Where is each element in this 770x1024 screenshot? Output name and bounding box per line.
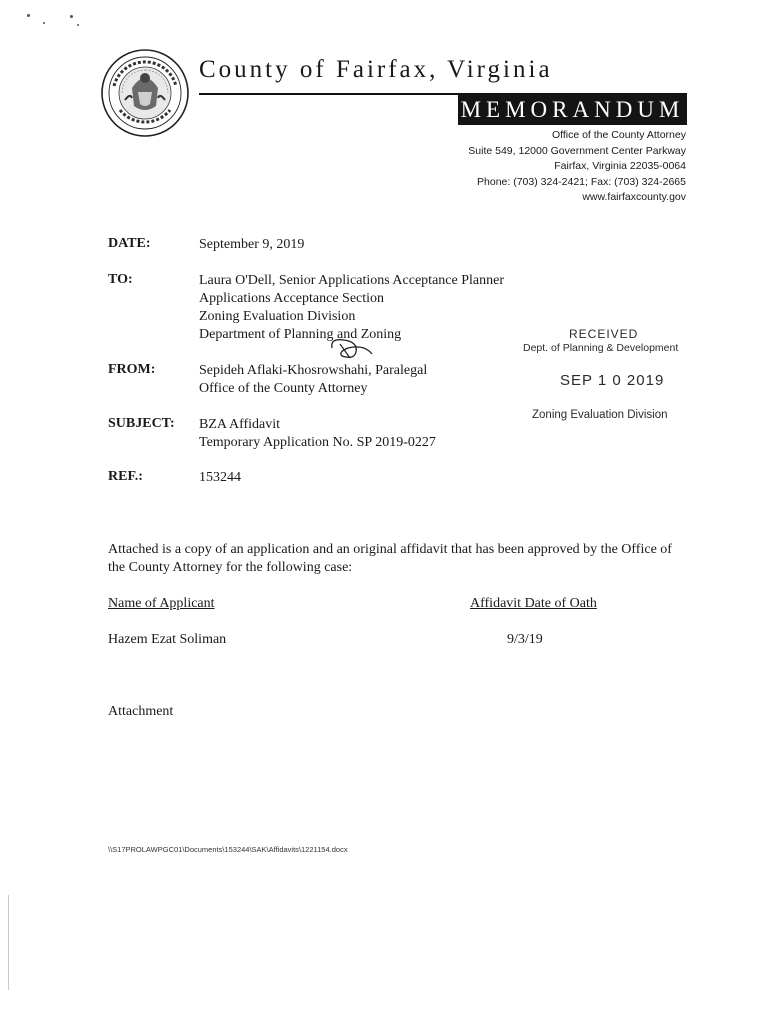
- address-line: Office of the County Attorney: [551, 129, 686, 141]
- oath-column-header: Affidavit Date of Oath: [470, 596, 597, 611]
- office-address: [468, 128, 686, 206]
- to-line: Zoning Evaluation Division: [199, 309, 356, 324]
- stamp-date: SEP 1 0 2019: [560, 372, 665, 389]
- applicant-name: Hazem Ezat Soliman: [108, 632, 227, 647]
- address-line: Fairfax, Virginia 22035-0064: [554, 160, 686, 172]
- to-line: Applications Acceptance Section: [199, 291, 385, 306]
- subject-block: [199, 416, 436, 452]
- subject-label: SUBJECT:: [108, 416, 175, 431]
- body-paragraph: Attached is a copy of an application and an original affidavit that has been approved by the Office of the County Attorney for the following case:: [108, 542, 672, 575]
- scan-edge-line: [8, 895, 9, 990]
- scan-speck: [70, 15, 73, 18]
- scan-speck: [27, 14, 30, 17]
- ref-label: REF.:: [108, 469, 143, 484]
- county-seal: [100, 48, 190, 138]
- attachment-note: Attachment: [108, 704, 174, 719]
- oath-date: 9/3/19: [507, 632, 543, 647]
- to-line: Laura O'Dell, Senior Applications Acceptance Planner: [199, 273, 504, 288]
- stamp-received: RECEIVED: [569, 327, 639, 341]
- subject-line: Temporary Application No. SP 2019-0227: [199, 435, 436, 450]
- from-line: Sepideh Aflaki-Khosrowshahi, Paralegal: [199, 363, 428, 378]
- to-label: TO:: [108, 272, 133, 287]
- date-value: September 9, 2019: [199, 237, 305, 252]
- from-line: Office of the County Attorney: [199, 381, 368, 396]
- scan-speck: [77, 24, 79, 26]
- applicant-column-header: Name of Applicant: [108, 596, 215, 611]
- to-line: Department of Planning and Zoning: [199, 327, 402, 342]
- date-label: DATE:: [108, 236, 151, 251]
- document-title: County of Fairfax, Virginia: [199, 56, 553, 83]
- website-link[interactable]: www.fairfaxcounty.gov: [582, 191, 686, 203]
- memorandum-banner: MEMORANDUM: [458, 94, 687, 125]
- file-path: \\S17PROLAWPGC01\Documents\153244\SAK\Affidavits\1221154.docx: [108, 845, 348, 854]
- subject-line: BZA Affidavit: [199, 417, 281, 432]
- from-label: FROM:: [108, 362, 156, 377]
- address-line: Phone: (703) 324-2421; Fax: (703) 324-2665: [477, 175, 686, 188]
- initials-mark: [326, 334, 376, 364]
- ref-value: 153244: [199, 470, 241, 485]
- scan-speck: [43, 22, 45, 24]
- stamp-department: Dept. of Planning & Development: [523, 342, 679, 354]
- from-block: [199, 362, 427, 398]
- address-line: Suite 549, 12000 Government Center Parkway: [468, 144, 686, 157]
- stamp-division: Zoning Evaluation Division: [532, 409, 668, 421]
